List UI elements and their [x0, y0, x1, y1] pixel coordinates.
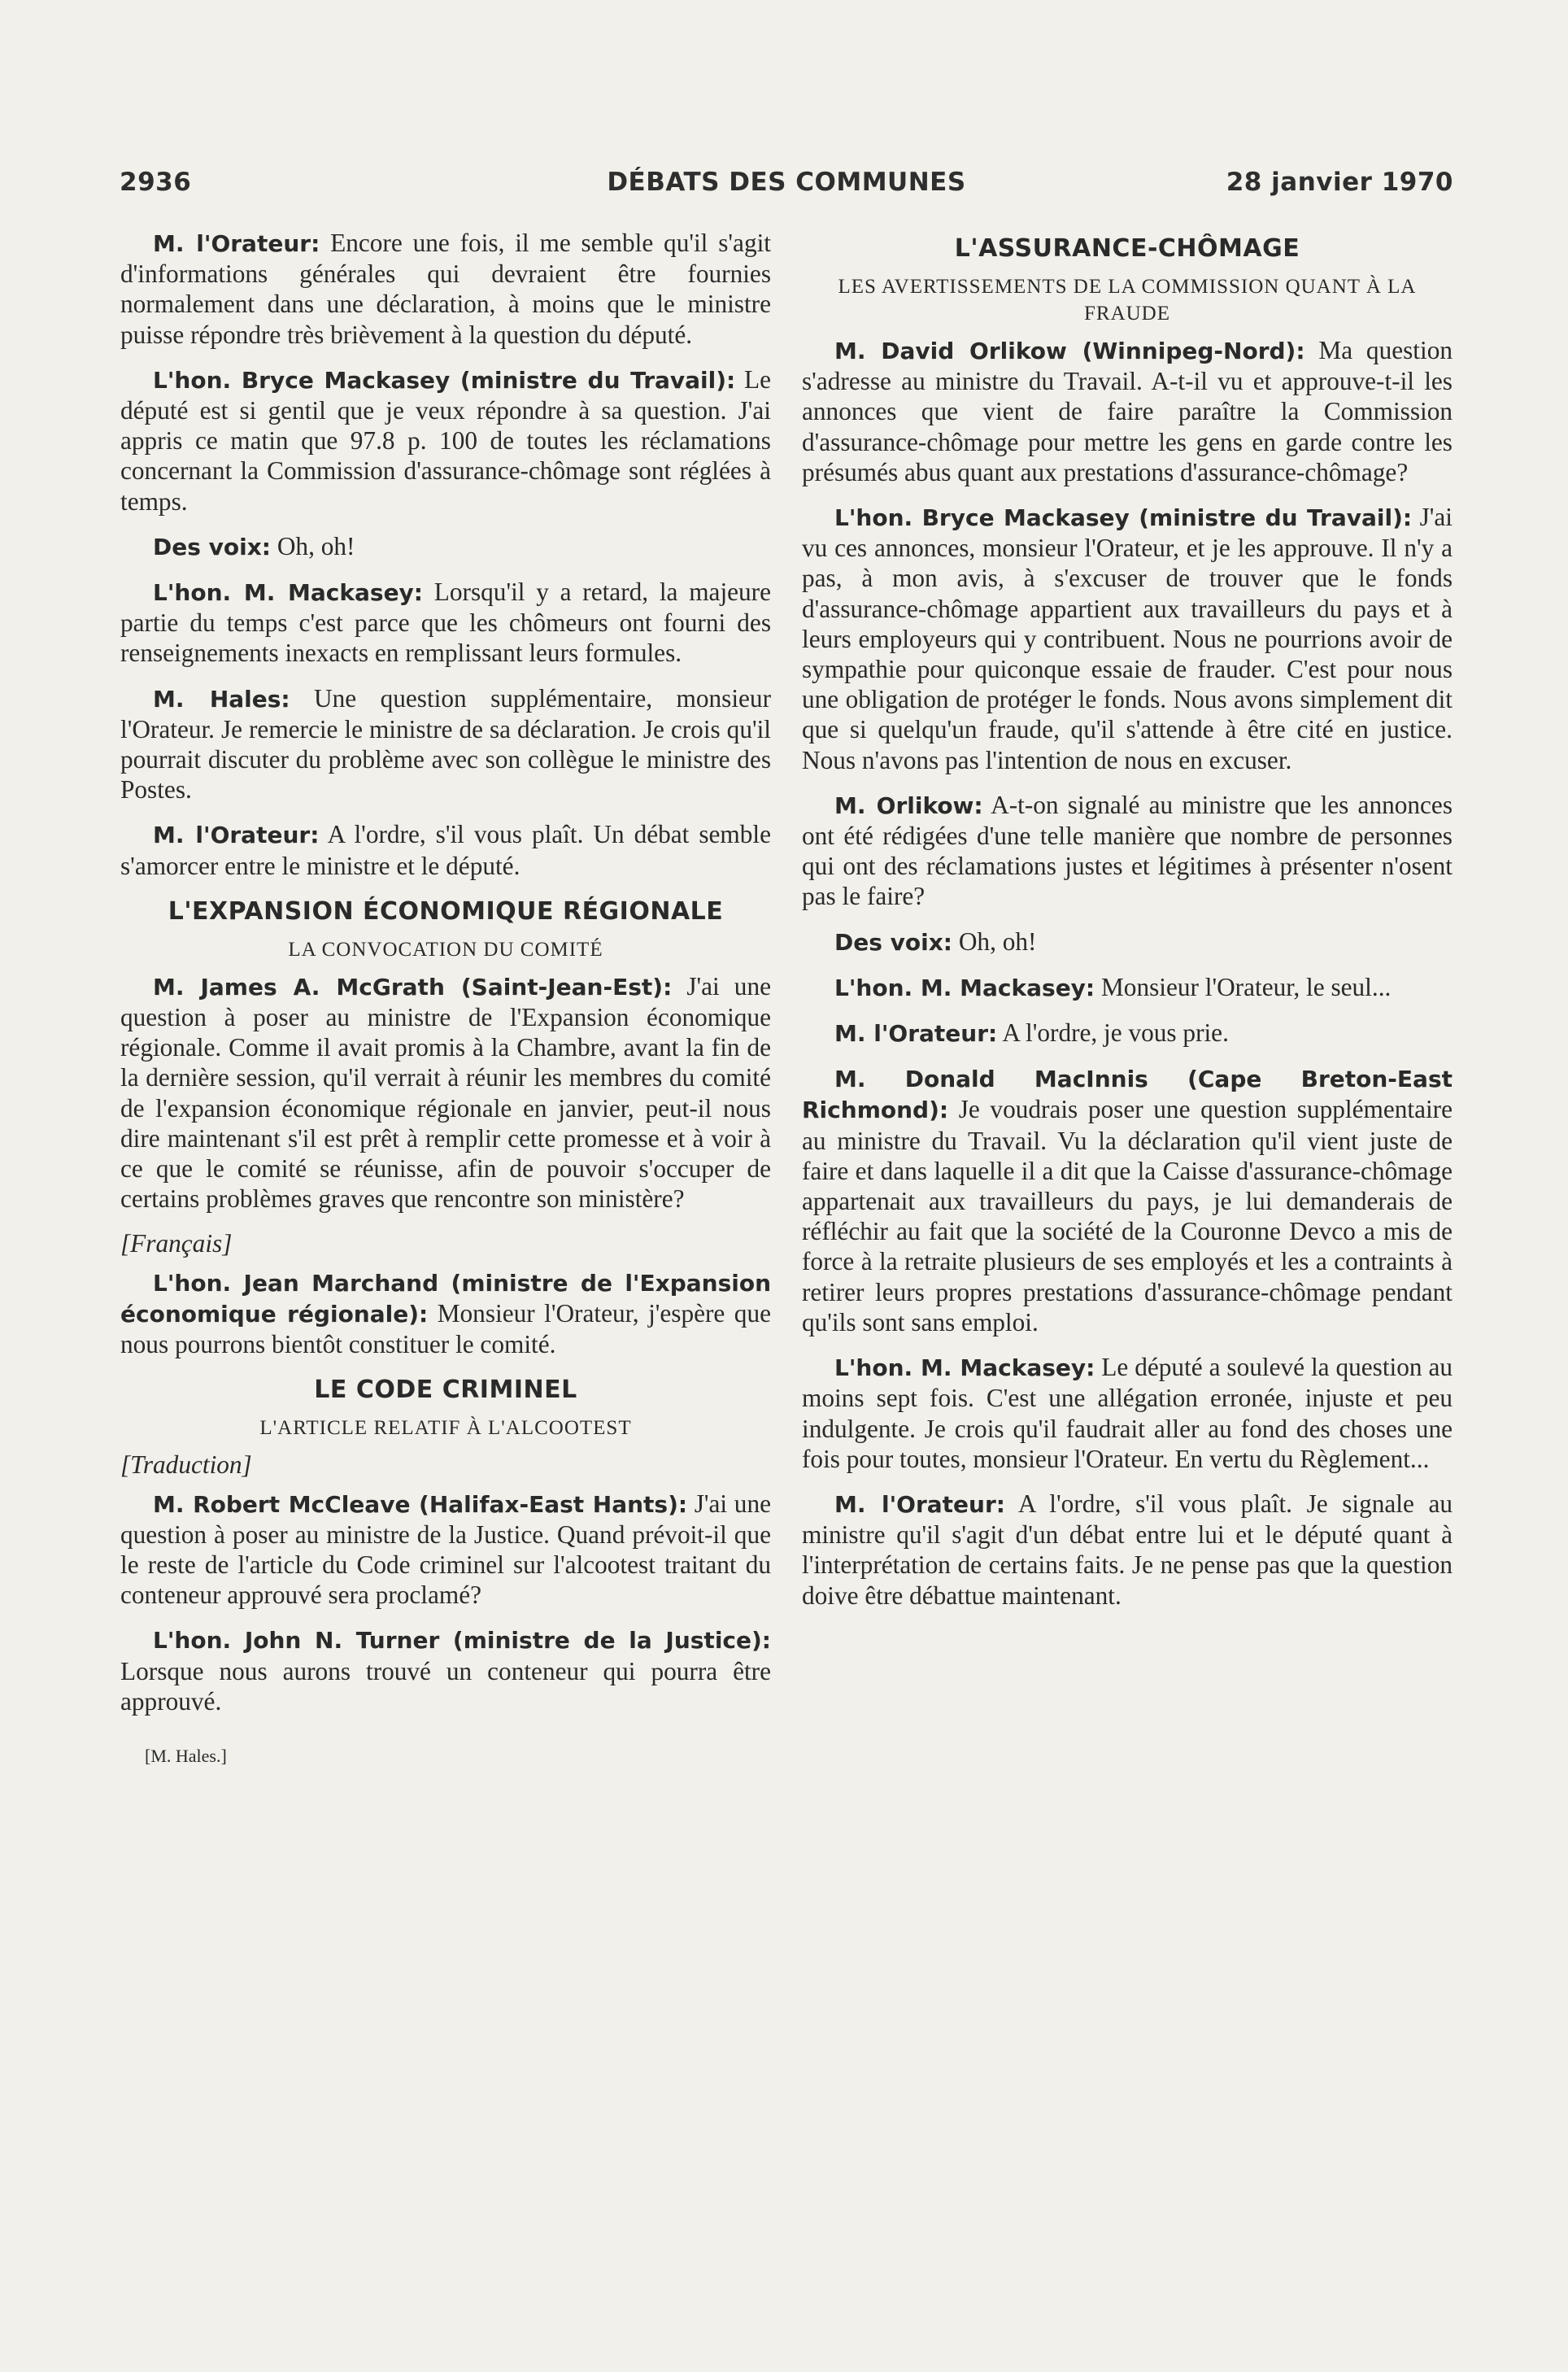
speaker-name: M. James A. McGrath (Saint-Jean-Est): [153, 973, 673, 1001]
speech-paragraph [802, 790, 1453, 912]
language-note: [Français] [120, 1229, 233, 1258]
speech-paragraph [802, 502, 1453, 775]
page-date: 28 janvier 1970 [1226, 168, 1453, 197]
speech-text: Encore une fois, il me semble qu'il s'agit d'informations générales qui devraient être fournies normalement dans une déclaration, à moins que le ministre puisse répondre très brièvement à la question du député. [120, 229, 771, 349]
speech-text: J'ai une question à poser au ministre de la Justice. Quand prévoit-il que le reste de l'article du Code criminel sur l'alcootest traitant du conteneur approuvé sera proclamé? [120, 1489, 771, 1610]
section-subheading: LES AVERTISSEMENTS DE LA COMMISSION QUANT À LA FRAUDE [838, 276, 1417, 325]
right-column [802, 228, 1453, 1625]
section-subheading: L'ARTICLE RELATIF À L'ALCOOTEST [259, 1417, 632, 1440]
speech-paragraph [120, 531, 771, 562]
speech-paragraph [802, 927, 1453, 957]
speech-paragraph [120, 228, 771, 350]
speech-paragraph [120, 364, 771, 517]
section-heading: LE CODE CRIMINEL [314, 1376, 577, 1405]
speech-text: Monsieur l'Orateur, j'espère que nous pourrons bientôt constituer le comité. [120, 1298, 771, 1359]
page-number: 2936 [120, 168, 192, 197]
speaker-name: M. l'Orateur: [834, 1490, 1005, 1518]
left-column [120, 228, 771, 1771]
speech-text: Lorsque nous aurons trouvé un conteneur qui pourra être approuvé. [120, 1656, 771, 1716]
speaker-name: L'hon. M. Mackasey: [834, 974, 1095, 1001]
section-heading: L'ASSURANCE-CHÔMAGE [954, 234, 1300, 263]
speech-paragraph [802, 1063, 1453, 1337]
section-subheading: LA CONVOCATION DU COMITÉ [288, 938, 603, 961]
speech-paragraph [802, 1018, 1453, 1049]
speaker-name: Des voix: [834, 928, 952, 956]
speech-text: A l'ordre, je vous prie. [997, 1018, 1229, 1048]
speech-text: J'ai vu ces annonces, monsieur l'Orateur, et je les approuve. Il n'y a pas, à mon avis, à s'excuser de trouver que le fonds d'assurance-chômage appartient aux travailleurs du pays et à leurs employeurs qui y contribuent. Nous ne pourrions avoir de sympathie pour quiconque essaie de frauder. C'est pour nous une obligation de protéger le fonds. Nous avons simplement dit que si quelqu'un fraude, qu'il s'attende à être cité en justice. Nous n'avons pas l'intention de nous en excuser. [802, 503, 1453, 774]
page-header [120, 168, 1453, 203]
section-heading: L'EXPANSION ÉCONOMIQUE RÉGIONALE [168, 896, 724, 926]
speech-text: A l'ordre, s'il vous plaît. Je signale au ministre qu'il s'agit d'un débat entre lui et le député quant à l'interprétation de certains faits. Je ne pense pas que la question doive être débattue maintenant. [802, 1489, 1453, 1610]
speaker-name: M. l'Orateur: [153, 822, 320, 849]
speaker-name: M. Hales: [153, 685, 290, 713]
speech-paragraph [120, 577, 771, 669]
speech-text: A-t-on signalé au ministre que les annonces ont été rédigées d'une telle manière que nombre de personnes qui ont des réclamations justes et légitimes à présenter n'osent pas le faire? [802, 790, 1453, 911]
speech-paragraph [802, 1489, 1453, 1611]
speaker-name: L'hon. Bryce Mackasey (ministre du Travail): [834, 504, 1413, 532]
speech-paragraph [120, 819, 771, 880]
speaker-name: L'hon. Bryce Mackasey (ministre du Travail): [153, 366, 736, 394]
speech-paragraph [120, 1624, 771, 1716]
speech-text: Lorsqu'il y a retard, la majeure partie du temps c'est parce que les chômeurs ont fourni des renseignements inexacts en remplissant leurs formules. [120, 578, 771, 668]
speech-paragraph [120, 1489, 771, 1611]
speech-paragraph [120, 683, 771, 805]
speaker-name: M. Orlikow: [834, 791, 983, 819]
speaker-name: Des voix: [153, 533, 271, 560]
speech-text: Le député a soulevé la question au moins sept fois. C'est une allégation erronée, injuste et peu indulgente. Je crois qu'il faudrait aller au fond des choses une fois pour toutes, monsieur l'Orateur. En vertu du Règlement... [802, 1353, 1453, 1473]
page-footnote: [M. Hales.] [145, 1745, 227, 1766]
speaker-name: M. Robert McCleave (Halifax-East Hants): [153, 1490, 688, 1518]
speaker-name: L'hon. Jean Marchand (ministre de l'Expansion économique régionale): [120, 1269, 771, 1328]
speaker-name: M. l'Orateur: [153, 230, 320, 257]
language-note: [Traduction] [120, 1450, 252, 1480]
speech-text: Je voudrais poser une question supplémentaire au ministre du Travail. Vu la déclaration qu'il vient juste de faire et dans laquelle il a dit que la Caisse d'assurance-chômage appartenait aux travailleurs du pays, je lui demanderais de réfléchir au fait que la société de la Couronne Devco a mis de force à la retraite plusieurs de ses employés et les a contraints à retirer leurs propres prestations d'assurance-chômage pendant qu'ils sont sans emploi. [802, 1095, 1453, 1336]
speech-text: Le député est si gentil que je veux répondre à sa question. J'ai appris ce matin que 97.8 p. 100 de toutes les réclamations concernant la Commission d'assurance-chômage sont réglées à temps. [120, 364, 771, 516]
speaker-name: M. Donald MacInnis (Cape Breton-East Richmond): [802, 1066, 1453, 1124]
speaker-name: L'hon. John N. Turner (ministre de la Justice): [153, 1627, 771, 1655]
speech-paragraph [802, 335, 1453, 487]
speech-text: Oh, oh! [952, 927, 1037, 956]
speech-paragraph [120, 1267, 771, 1360]
speech-text: J'ai une question à poser au ministre de l'Expansion économique régionale. Comme il avait promis à la Chambre, avant la fin de la dernière session, qu'il verrait à réunir les membres du comité de l'expansion économique régionale en janvier, peut-il nous dire maintenant s'il est prêt à remplir cette promesse et à voir à ce que le comité se réunisse, afin de pouvoir s'occuper de certains problèmes graves que rencontre son ministère? [120, 971, 771, 1214]
speech-text: Monsieur l'Orateur, le seul... [1095, 972, 1392, 1001]
speech-text: Ma question s'adresse au ministre du Travail. A-t-il vu et approuve-t-il les annonces que vient de faire paraître la Commission d'assurance-chômage pour mettre les gens en garde contre les présumés abus quant aux prestations d'assurance-chômage? [802, 336, 1453, 486]
speech-text: A l'ordre, s'il vous plaît. Un débat semble s'amorcer entre le ministre et le député. [120, 820, 771, 880]
speaker-name: M. David Orlikow (Winnipeg-Nord): [834, 338, 1305, 364]
speech-text: Une question supplémentaire, monsieur l'Orateur. Je remercie le ministre de sa déclaration. Je crois qu'il pourrait discuter du problème avec son collègue le ministre des Postes. [120, 683, 771, 804]
speaker-name: M. l'Orateur: [834, 1020, 998, 1048]
speech-paragraph [120, 971, 771, 1214]
speech-paragraph [802, 972, 1453, 1003]
page-title: DÉBATS DES COMMUNES [607, 168, 966, 197]
speaker-name: L'hon. M. Mackasey: [834, 1354, 1095, 1382]
speaker-name: L'hon. M. Mackasey: [153, 579, 424, 607]
speech-text: Oh, oh! [271, 531, 355, 560]
speech-paragraph [802, 1352, 1453, 1474]
